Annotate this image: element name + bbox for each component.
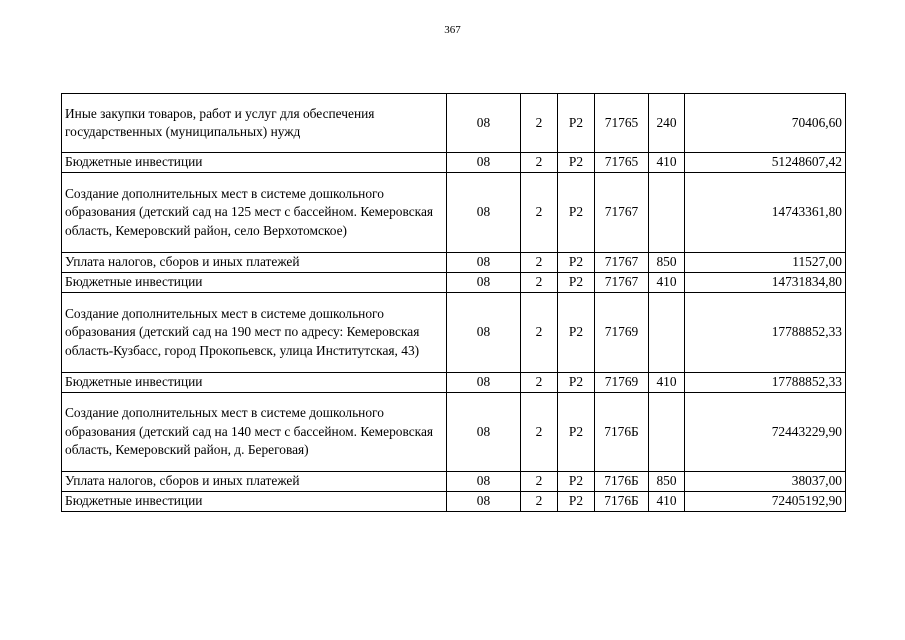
table-row — [62, 253, 846, 273]
expense-name-cell: Уплата налогов, сборов и иных платежей — [62, 253, 447, 273]
program-cell: P2 — [558, 253, 595, 273]
subsection-cell: 2 — [521, 153, 558, 173]
page-number: 367 — [444, 24, 461, 36]
table-row — [62, 173, 846, 253]
section-cell: 08 — [447, 173, 521, 253]
program-cell: P2 — [558, 492, 595, 512]
subsection-cell: 2 — [521, 253, 558, 273]
amount-cell: 14731834,80 — [685, 273, 846, 293]
subsection-cell: 2 — [521, 393, 558, 472]
table-row — [62, 273, 846, 293]
direction-cell: 7176Б — [595, 492, 649, 512]
table-row — [62, 293, 846, 373]
amount-cell: 38037,00 — [685, 472, 846, 492]
expense-type-cell — [649, 173, 685, 253]
direction-cell: 71767 — [595, 253, 649, 273]
amount-cell: 51248607,42 — [685, 153, 846, 173]
amount-cell: 17788852,33 — [685, 293, 846, 373]
amount-cell: 11527,00 — [685, 253, 846, 273]
subsection-cell: 2 — [521, 472, 558, 492]
subsection-cell: 2 — [521, 293, 558, 373]
table-row — [62, 492, 846, 512]
section-cell: 08 — [447, 492, 521, 512]
section-cell: 08 — [447, 472, 521, 492]
direction-cell: 71769 — [595, 293, 649, 373]
subsection-cell: 2 — [521, 173, 558, 253]
expense-name-cell: Бюджетные инвестиции — [62, 153, 447, 173]
section-cell: 08 — [447, 153, 521, 173]
subsection-cell: 2 — [521, 273, 558, 293]
expense-name-cell: Создание дополнительных мест в системе дошкольного образования (детский сад на 140 мест с бассейном. Кемеровская область, Кемеровский район, д. Береговая) — [62, 393, 447, 472]
expense-name-cell: Создание дополнительных мест в системе дошкольного образования (детский сад на 125 мест с бассейном. Кемеровская область, Кемеровский район, село Верхотомское) — [62, 173, 447, 253]
expense-name-cell: Уплата налогов, сборов и иных платежей — [62, 472, 447, 492]
section-cell: 08 — [447, 94, 521, 153]
program-cell: P2 — [558, 373, 595, 393]
program-cell: P2 — [558, 153, 595, 173]
program-cell: P2 — [558, 94, 595, 153]
program-cell: P2 — [558, 293, 595, 373]
expense-name-cell: Бюджетные инвестиции — [62, 492, 447, 512]
amount-cell: 70406,60 — [685, 94, 846, 153]
section-cell: 08 — [447, 273, 521, 293]
section-cell: 08 — [447, 293, 521, 373]
expense-type-cell: 410 — [649, 373, 685, 393]
expense-name-cell: Бюджетные инвестиции — [62, 373, 447, 393]
expense-type-cell: 850 — [649, 253, 685, 273]
expense-type-cell: 410 — [649, 273, 685, 293]
amount-cell: 14743361,80 — [685, 173, 846, 253]
program-cell: P2 — [558, 393, 595, 472]
expense-type-cell — [649, 393, 685, 472]
subsection-cell: 2 — [521, 373, 558, 393]
program-cell: P2 — [558, 273, 595, 293]
subsection-cell: 2 — [521, 492, 558, 512]
amount-cell: 72405192,90 — [685, 492, 846, 512]
direction-cell: 71769 — [595, 373, 649, 393]
direction-cell: 7176Б — [595, 393, 649, 472]
expense-name-cell: Иные закупки товаров, работ и услуг для обеспечения государственных (муниципальных) нужд — [62, 94, 447, 153]
section-cell: 08 — [447, 373, 521, 393]
table-row — [62, 153, 846, 173]
program-cell: P2 — [558, 173, 595, 253]
section-cell: 08 — [447, 393, 521, 472]
direction-cell: 71767 — [595, 173, 649, 253]
expense-type-cell: 410 — [649, 153, 685, 173]
expense-name-cell: Бюджетные инвестиции — [62, 273, 447, 293]
direction-cell: 71765 — [595, 94, 649, 153]
direction-cell: 71767 — [595, 273, 649, 293]
table-row — [62, 94, 846, 153]
expense-type-cell: 850 — [649, 472, 685, 492]
table-row — [62, 472, 846, 492]
amount-cell: 17788852,33 — [685, 373, 846, 393]
direction-cell: 7176Б — [595, 472, 649, 492]
direction-cell: 71765 — [595, 153, 649, 173]
table-row — [62, 393, 846, 472]
section-cell: 08 — [447, 253, 521, 273]
table-row — [62, 373, 846, 393]
expense-type-cell — [649, 293, 685, 373]
expense-name-cell: Создание дополнительных мест в системе дошкольного образования (детский сад на 190 мест по адресу: Кемеровская область-Кузбасс, город Прокопьевск, улица Институтская, 43) — [62, 293, 447, 373]
budget-table — [61, 93, 846, 512]
subsection-cell: 2 — [521, 94, 558, 153]
amount-cell: 72443229,90 — [685, 393, 846, 472]
expense-type-cell: 240 — [649, 94, 685, 153]
expense-type-cell: 410 — [649, 492, 685, 512]
program-cell: P2 — [558, 472, 595, 492]
